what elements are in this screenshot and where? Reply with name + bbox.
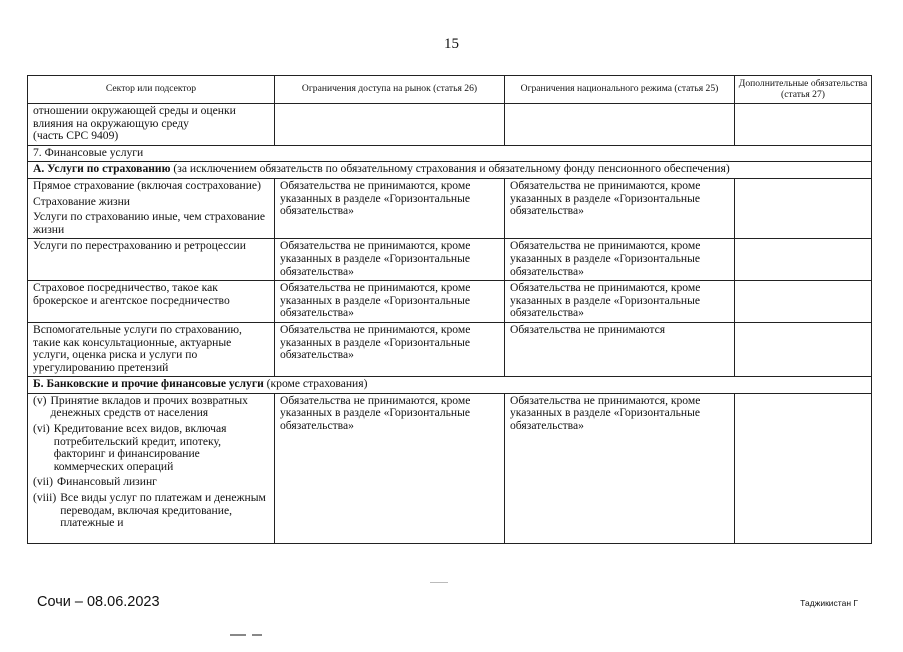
header-sector: Сектор или подсектор (28, 76, 275, 104)
list-item-number: (viii) (33, 491, 57, 505)
empty-cell (735, 104, 872, 146)
additional-cell (735, 239, 872, 281)
list-item-text: Кредитование всех видов, включая потребительский кредит, ипотеку, факторинг и финансирование коммерческих операций (53, 422, 227, 473)
additional-cell (735, 393, 872, 543)
sector-cell: Услуги по перестрахованию и ретроцессии (28, 239, 275, 281)
table-row (28, 178, 872, 238)
market-access-cell: Обязательства не принимаются, кроме указанных в разделе «Горизонтальные обязательства» (275, 322, 505, 376)
footer-country-code: Таджикистан Г (800, 598, 858, 608)
list-item (33, 395, 269, 420)
footer-place-date: Сочи – 08.06.2023 (37, 594, 160, 610)
list-item-text: Все виды услуг по платежам и денежным переводам, включая кредитование, платежные и (60, 491, 266, 530)
list-item (33, 476, 269, 489)
national-treatment-cell: Обязательства не принимаются, кроме указанных в разделе «Горизонтальные обязательства» (505, 281, 735, 323)
market-access-cell: Обязательства не принимаются, кроме указанных в разделе «Горизонтальные обязательства» (275, 281, 505, 323)
additional-cell (735, 178, 872, 238)
table-header-row (28, 76, 872, 104)
sector-cell: Вспомогательные услуги по страхованию, такие как консультационные, актуарные услуги, оценка риска и услуги по урегулированию претензий (28, 322, 275, 376)
header-national-treatment: Ограничения национального режима (статья 25) (505, 76, 735, 104)
subsection-banking-note: (кроме страхования) (266, 377, 368, 391)
table-row (28, 281, 872, 323)
additional-cell (735, 281, 872, 323)
sector-cell (28, 393, 275, 543)
national-treatment-cell: Обязательства не принимаются, кроме указанных в разделе «Горизонтальные обязательства» (505, 239, 735, 281)
table-row (28, 322, 872, 376)
sector-line: Услуги по страхованию иные, чем страхование жизни (33, 210, 266, 236)
national-treatment-cell: Обязательства не принимаются, кроме указанных в разделе «Горизонтальные обязательства» (505, 393, 735, 543)
page-number: 15 (444, 36, 459, 52)
continued-line: влияния на окружающую среду (33, 116, 189, 130)
commitments-table (27, 75, 872, 544)
subsection-banking (28, 377, 872, 394)
divider (430, 582, 448, 583)
subsection-row (28, 377, 872, 394)
empty-cell (505, 104, 735, 146)
sector-line: Прямое страхование (включая сострахование) (33, 178, 261, 192)
section-row (28, 145, 872, 162)
market-access-cell: Обязательства не принимаются, кроме указанных в разделе «Горизонтальные обязательства» (275, 178, 505, 238)
continued-line: отношении окружающей среды и оценки (33, 104, 236, 117)
subsection-insurance (28, 162, 872, 179)
market-access-cell: Обязательства не принимаются, кроме указанных в разделе «Горизонтальные обязательства» (275, 239, 505, 281)
continued-sector-cell (28, 104, 275, 146)
list-item-text: Финансовый лизинг (56, 475, 157, 489)
table-row-continued (28, 104, 872, 146)
empty-cell (275, 104, 505, 146)
market-access-cell: Обязательства не принимаются, кроме указанных в разделе «Горизонтальные обязательства» (275, 393, 505, 543)
subsection-row (28, 162, 872, 179)
list-item-text: Принятие вкладов и прочих возвратных денежных средств от населения (50, 394, 248, 420)
subsection-insurance-note: (за исключением обязательств по обязательному страхования и обязательному фонду пенсионного обеспечения) (173, 162, 730, 176)
national-treatment-cell: Обязательства не принимаются, кроме указанных в разделе «Горизонтальные обязательства» (505, 178, 735, 238)
additional-cell (735, 322, 872, 376)
subsection-insurance-title: А. Услуги по страхованию (33, 162, 171, 176)
list-item (33, 492, 269, 530)
national-treatment-cell: Обязательства не принимаются (505, 322, 735, 376)
list-item-number: (v) (33, 394, 47, 407)
subsection-banking-title: Б. Банковские и прочие финансовые услуги (33, 377, 264, 391)
list-item-number: (vii) (33, 475, 53, 489)
sector-cell (28, 178, 275, 238)
list-item-number: (vi) (33, 422, 50, 436)
header-additional: Дополнительные обязательства (статья 27) (735, 76, 872, 104)
continued-line: (часть СРС 9409) (33, 129, 119, 143)
list-item (33, 423, 269, 473)
header-market-access: Ограничения доступа на рынок (статья 26) (275, 76, 505, 104)
table-row (28, 239, 872, 281)
sector-line: Страхование жизни (33, 194, 131, 208)
sector-cell: Страховое посредничество, такое как брокерское и агентское посредничество (28, 281, 275, 323)
scan-artifact (230, 634, 310, 640)
section-title-financial-services: 7. Финансовые услуги (28, 145, 872, 162)
table-row (28, 393, 872, 543)
